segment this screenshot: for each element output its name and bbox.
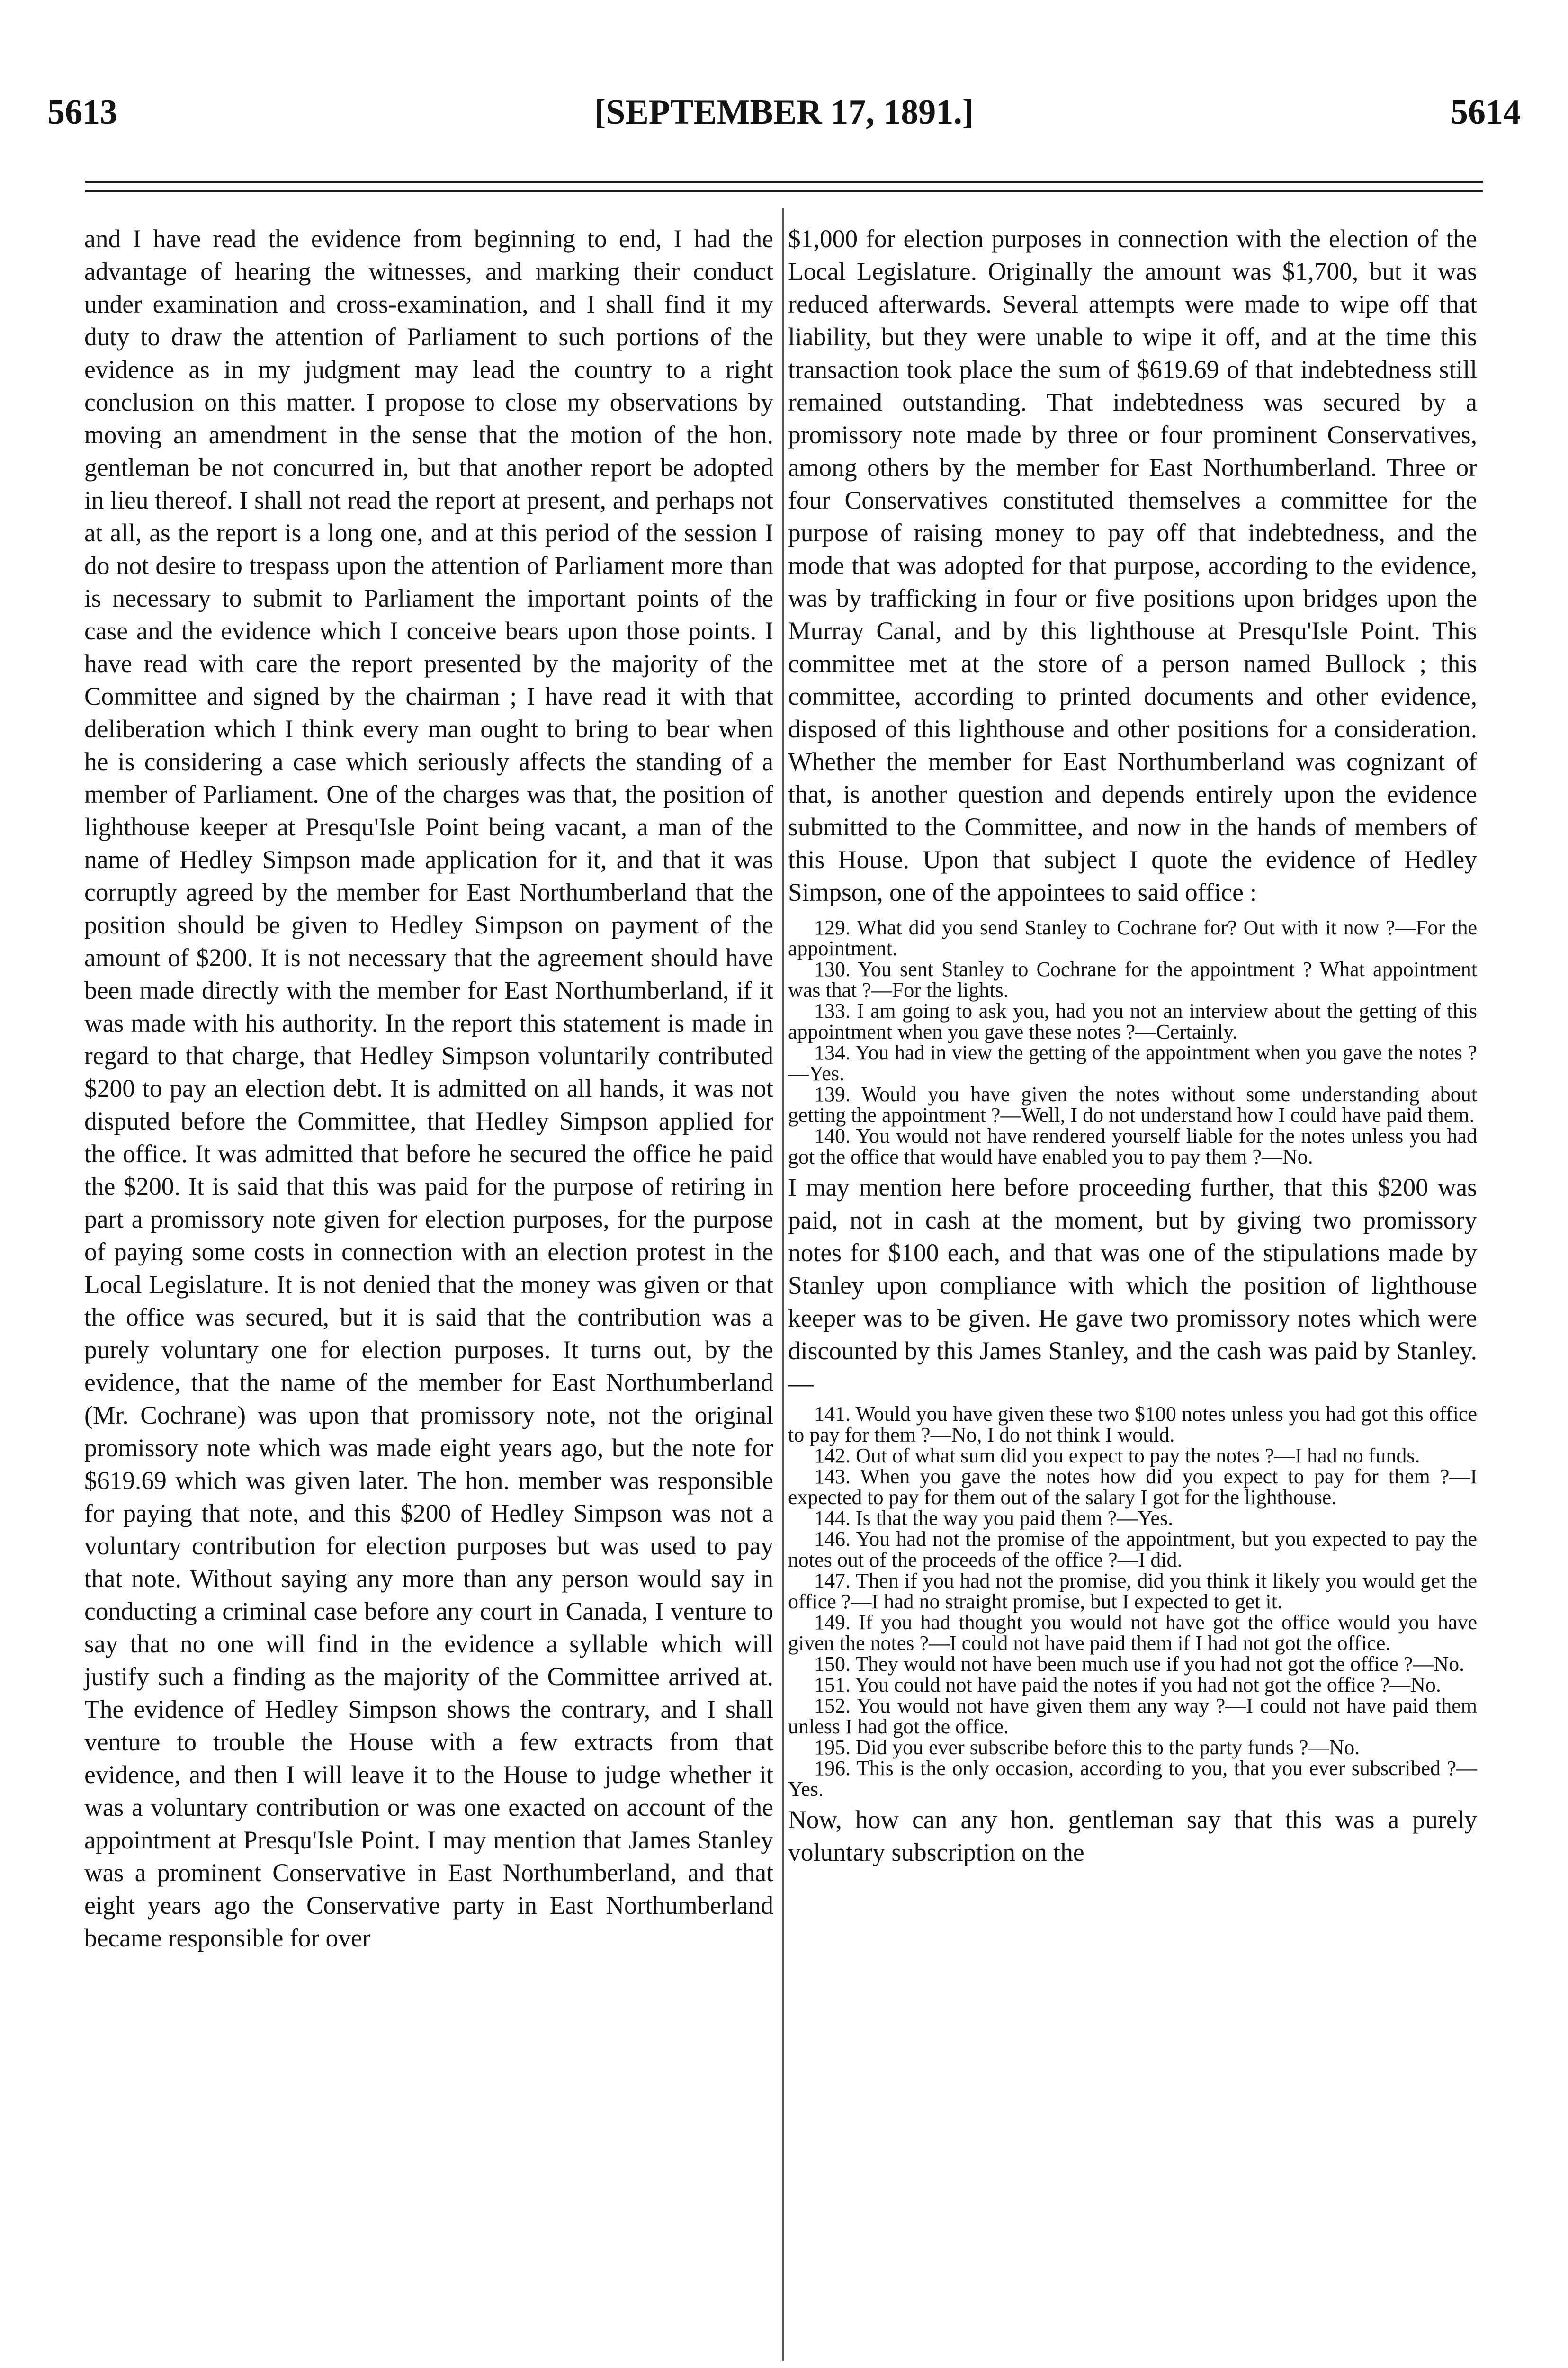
evidence-question: 150. They would not have been much use if you had not got the office ?—No. (814, 1652, 1465, 1676)
evidence-question: 147. Then if you had not the promise, did you think it likely you would get the office ?—I had no straight promise, but I expected to get it. (788, 1569, 1477, 1613)
right-column-paragraph-2: I may mention here before proceeding further, that this $200 was paid, not in cash at the moment, but by giving two promissory notes for $100 each, and that was one of the stipulations made by Stanley upon compliance with which the position of lighthouse keeper was to be given. He gave two promissory notes which were discounted by this James Stanley, and the cash was paid by Stanley.— (788, 1173, 1477, 1398)
evidence-question: 144. Is that the way you paid them ?—Yes. (814, 1507, 1174, 1530)
evidence-question: 146. You had not the promise of the appointment, but you expected to pay the notes out of the proceeds of the office ?—I did. (788, 1527, 1477, 1571)
evidence-question: 149. If you had thought you would not have got the office would you have given the notes ?—I could not have paid them if I had not got the office. (788, 1611, 1477, 1655)
header-rule-top (85, 181, 1483, 183)
right-column (788, 223, 1477, 1869)
evidence-question: 130. You sent Stanley to Cochrane for the appointment ? What appointment was that ?—For the lights. (788, 958, 1477, 1002)
evidence-question: 139. Would you have given the notes without some understanding about getting the appointment ?—Well, I do not understand how I could have paid them. (788, 1083, 1477, 1127)
evidence-question: 134. You had in view the getting of the appointment when you gave the notes ?—Yes. (788, 1041, 1477, 1085)
evidence-question: 152. You would not have given them any way ?—I could not have paid them unless I had got the office. (788, 1694, 1477, 1738)
evidence-question: 140. You would not have rendered yourself liable for the notes unless you had got the office that would have enabled you to pay them ?—No. (788, 1124, 1477, 1168)
column-divider (782, 208, 784, 2361)
evidence-question: 141. Would you have given these two $100 notes unless you had got this office to pay for them ?—No, I do not think I would. (788, 1402, 1477, 1446)
evidence-question: 133. I am going to ask you, had you not an interview about the getting of this appointment when you gave these notes ?—Certainly. (788, 999, 1477, 1043)
left-column-paragraph: and I have read the evidence from beginning to end, I had the advantage of hearing the witnesses, and marking their conduct under examination and cross-examination, and I shall find it my duty to draw the attention of Parliament to such portions of the evidence as in my judgment may lead the country to a right conclusion on this matter. I propose to close my observations by moving an amendment in the sense that the motion of the hon. gentleman be not concurred in, but that another report be adopted in lieu thereof. I shall not read the report at present, and perhaps not at all, as the report is a long one, and at this period of the session I do not desire to trespass upon the attention of Parliament more than is necessary to submit to Parliament the important points of the case and the evidence which I conceive bears upon those points. I have read with care the report presented by the majority of the Committee and signed by the chairman ; I have read it with that deliberation which I think every man ought to bring to bear when he is considering a case which seriously affects the standing of a member of Parliament. One of the charges was that, the position of lighthouse keeper at Presqu'Isle Point being vacant, a man of the name of Hedley Simpson made application for it, and that it was corruptly agreed by the member for East Northumberland that the position should be given to Hedley Simpson on payment of the amount of $200. It is not necessary that the agreement should have been made directly with the member for East Northumberland, if it was made with his authority. In the report this statement is made in regard to that charge, that Hedley Simpson voluntarily contributed $200 to pay an election debt. It is admitted on all hands, it was not disputed before the Committee, that Hedley Simpson applied for the office. It was admitted that before he secured the office he paid the $200. It is said that this was paid for the purpose of retiring in part a promissory note given for election purposes, for the purpose of paying some costs in connection with an election protest in the Local Legislature. It is not denied that the money was given or that the office was secured, but it is said that the contribution was a purely voluntary one for election purposes. It turns out, by the evidence, that the name of the member for East Northumberland (Mr. Cochrane) was upon that promissory note, not the original promissory note which was made eight years ago, but the note for $619.69 which was given later. The hon. member was responsible for paying that note, and this $200 of Hedley Simpson was not a voluntary contribution for election purposes but was used to pay that note. Without saying any more than any person would say in conducting a criminal case before any court in Canada, I venture to say that no one will find in the evidence a syllable which will justify such a finding as the majority of the Committee arrived at. The evidence of Hedley Simpson shows the contrary, and I shall venture to trouble the House with a few extracts from that evidence, and then I will leave it to the House to judge whether it was a voluntary contribution or was one exacted on account of the appointment at Presqu'Isle Point. I may mention that James Stanley was a prominent Conservative in East Northumberland, and that eight years ago the Conservative party in East Northumberland became responsible for over (84, 224, 773, 1952)
page-number-right: 5614 (1451, 93, 1521, 132)
evidence-question: 195. Did you ever subscribe before this to the party funds ?—No. (814, 1736, 1360, 1759)
evidence-question: 129. What did you send Stanley to Cochrane for? Out with it now ?—For the appointment. (788, 916, 1477, 960)
evidence-question: 142. Out of what sum did you expect to pay the notes ?—I had no funds. (814, 1444, 1420, 1467)
right-column-paragraph-3: Now, how can any hon. gentleman say that this was a purely voluntary subscription on the (788, 1805, 1477, 1866)
page-number-left: 5613 (47, 93, 117, 132)
left-column (84, 223, 773, 1955)
evidence-question: 143. When you gave the notes how did you expect to pay for them ?—I expected to pay for them out of the salary I got for the lighthouse. (788, 1465, 1477, 1509)
evidence-question: 196. This is the only occasion, according to you, that you ever subscribed ?—Yes. (788, 1757, 1477, 1801)
evidence-excerpt-1 (788, 917, 1477, 1167)
header-rule-bottom (85, 190, 1483, 192)
right-column-paragraph-1: $1,000 for election purposes in connection with the election of the Local Legislature. Originally the amount was $1,700, but it was reduced afterwards. Several attempts were made to wipe off that liability, but they were unable to wipe it off, and at the time this transaction took place the sum of $619.69 of that indebtedness still remained outstanding. That indebtedness was secured by a promissory note made by three or four prominent Conservatives, among others by the member for East Northumberland. Three or four Conservatives constituted themselves a committee for the purpose of raising money to pay off that indebtedness, and the mode that was adopted for that purpose, according to the evidence, was by trafficking in four or five positions upon bridges upon the Murray Canal, and by this lighthouse at Presqu'Isle Point. This committee met at the store of a person named Bullock ; this committee, according to printed documents and other evidence, disposed of this lighthouse and other positions for a consideration. Whether the member for East Northumberland was cognizant of that, is another question and depends entirely upon the evidence submitted to the Committee, and now in the hands of members of this House. Upon that subject I quote the evidence of Hedley Simpson, one of the appointees to said office : (788, 224, 1477, 906)
evidence-excerpt-2 (788, 1404, 1477, 1800)
page-date-header: [SEPTEMBER 17, 1891.] (594, 93, 974, 132)
evidence-question: 151. You could not have paid the notes if you had not got the office ?—No. (814, 1673, 1441, 1696)
